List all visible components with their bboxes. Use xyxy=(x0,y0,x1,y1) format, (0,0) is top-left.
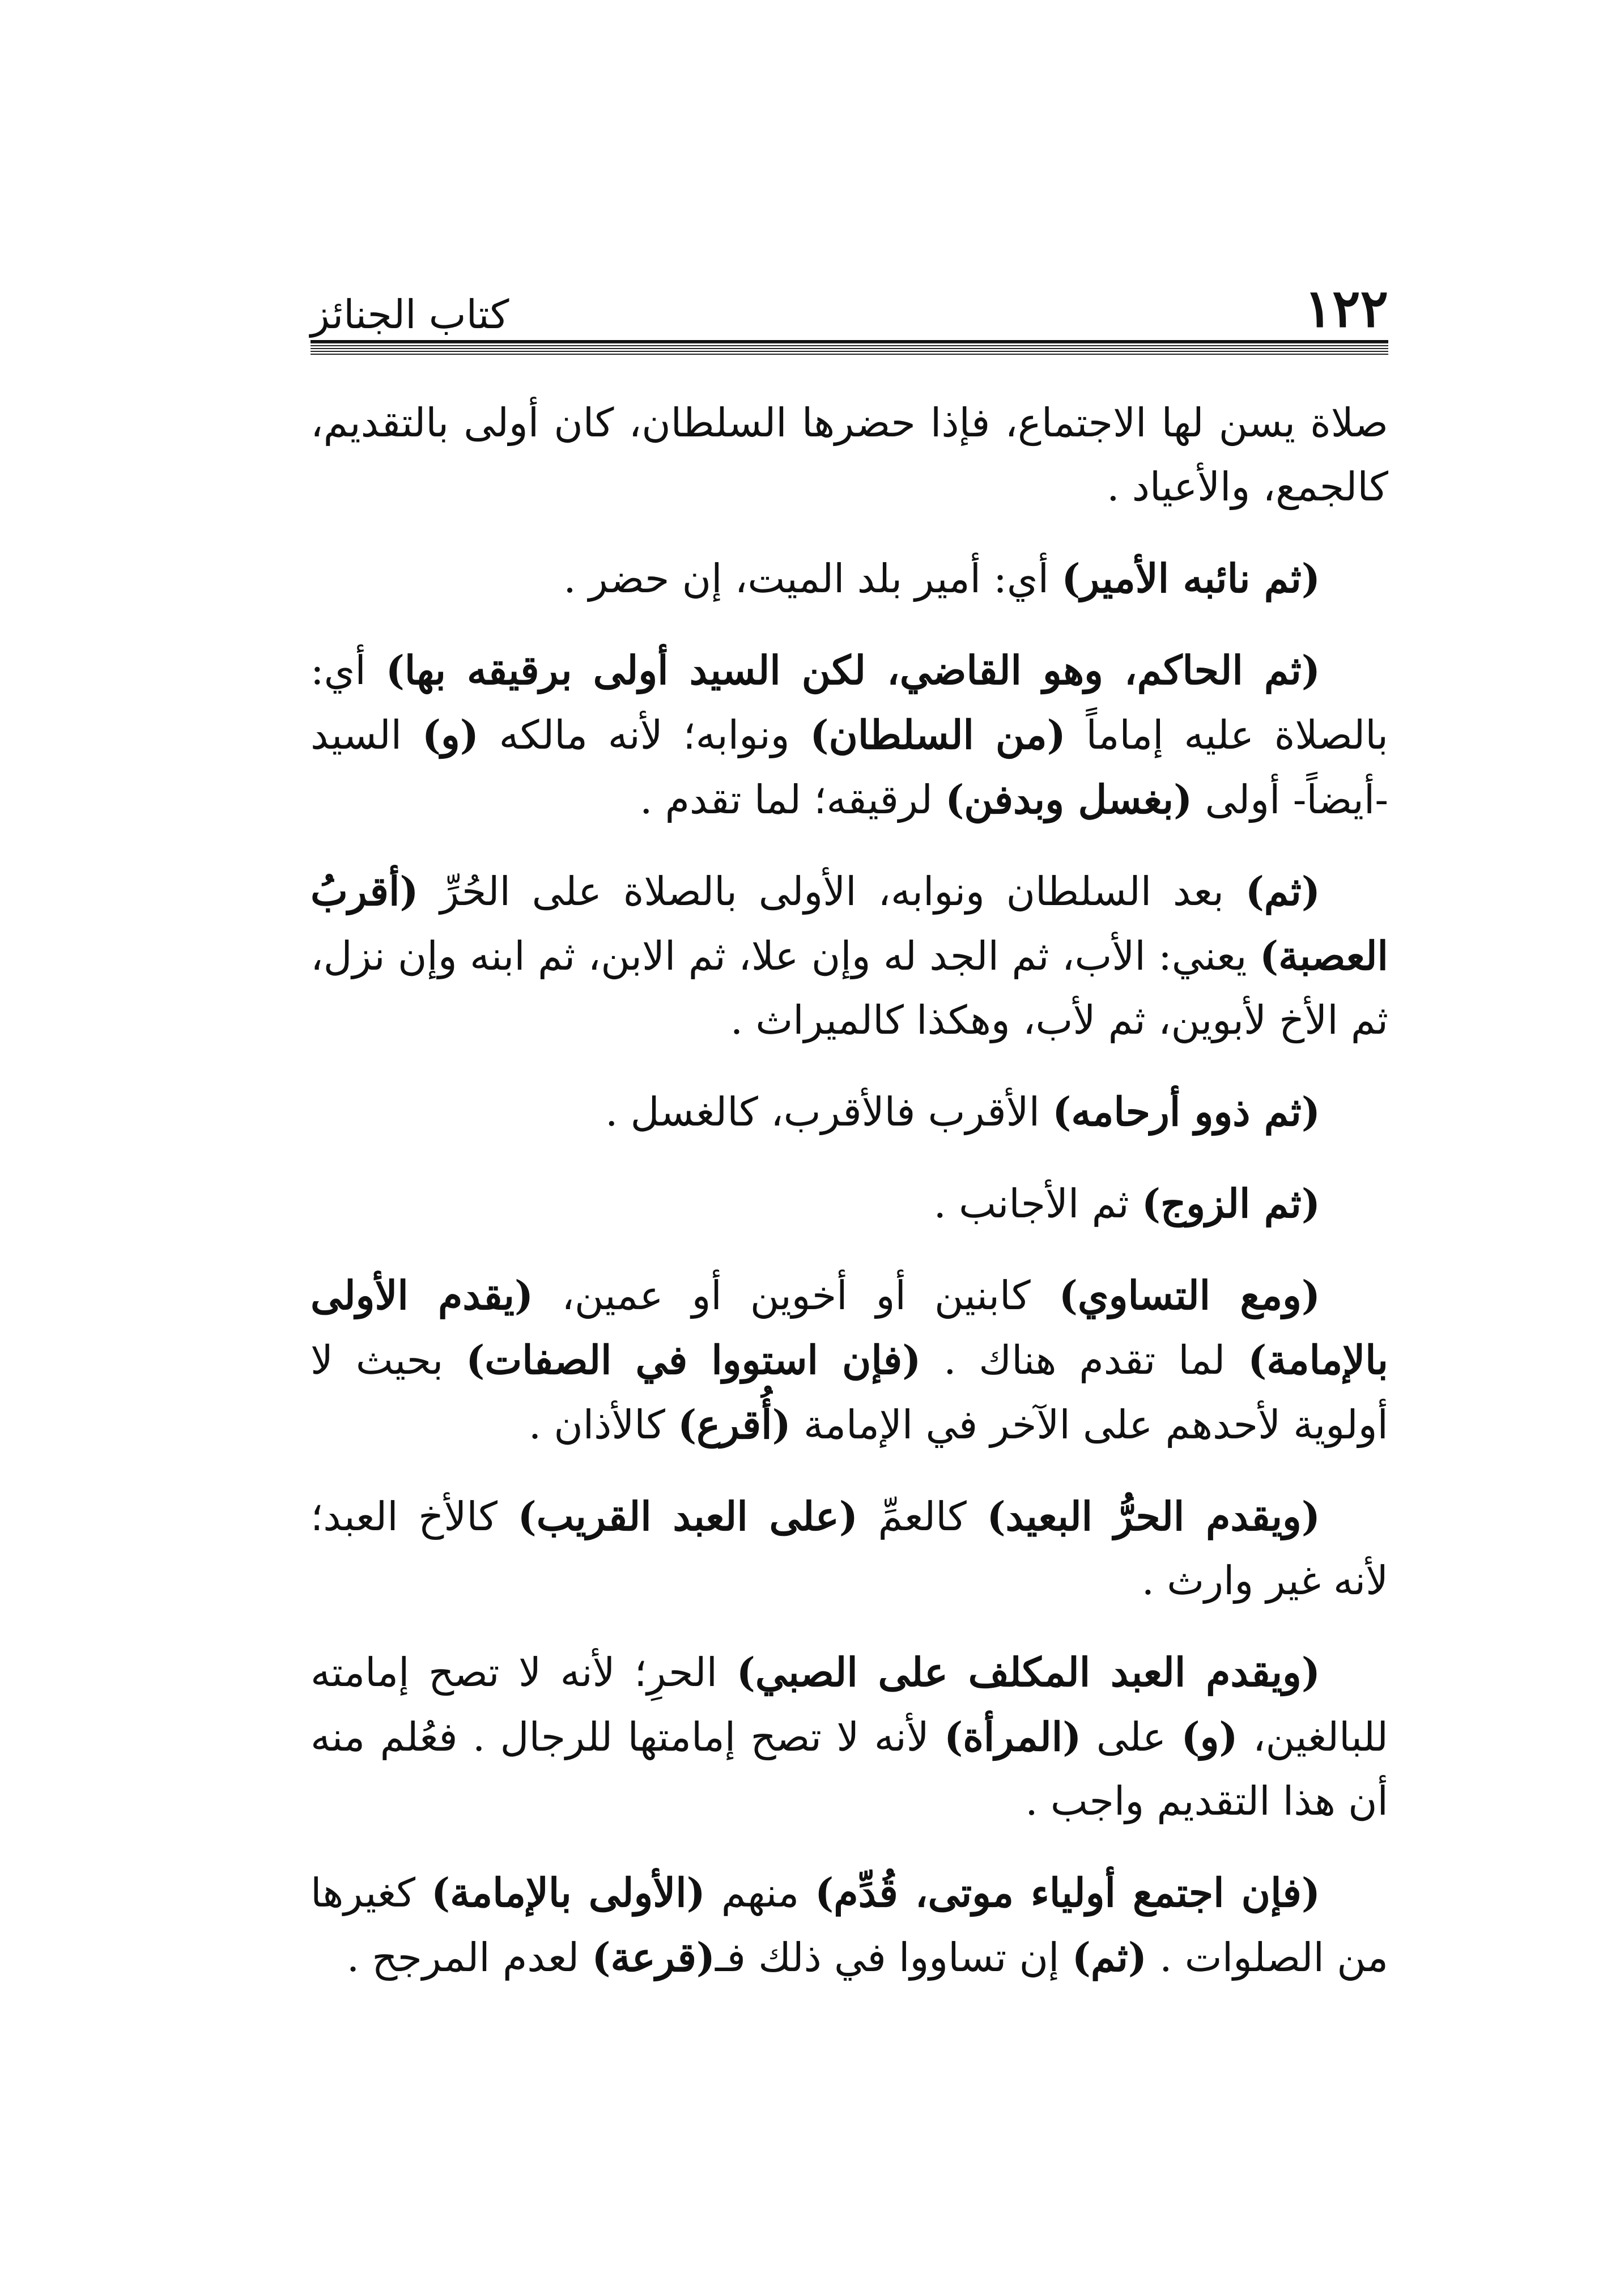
page-number: ١٢٢ xyxy=(1304,278,1388,339)
matn-text: (ثم ذوو أرحامه) xyxy=(1052,1088,1320,1135)
commentary-text: الحرِ؛ لأنه لا تصح إمامته للبالغين، xyxy=(311,1649,1388,1760)
matn-text: (من السلطان) xyxy=(810,711,1066,758)
matn-text: (و) xyxy=(1181,1713,1238,1760)
commentary-text: ونوابه؛ لأنه مالكه xyxy=(478,712,810,758)
matn-text: (ثم نائبه الأمير) xyxy=(1061,555,1320,602)
matn-text: (أُقرع) xyxy=(678,1401,791,1448)
commentary-text: منهم xyxy=(705,1870,815,1916)
matn-text: (ومع التساوي) xyxy=(1058,1272,1321,1319)
matn-text: (فإن اجتمع أولياء موتى، قُدِّم) xyxy=(815,1869,1320,1916)
matn-text: (يقدم الأولى بالإمامة) xyxy=(311,1272,1388,1383)
commentary-text: على xyxy=(1081,1714,1181,1760)
matn-text: (ثم الحاكم، وهو القاضي، لكن السيد أولى برقيقه بها) xyxy=(385,647,1321,694)
paragraph xyxy=(311,1640,1388,1833)
commentary-text: كالأخ العبد؛ لأنه غير وارث . xyxy=(311,1493,1388,1604)
paragraph xyxy=(311,1080,1388,1144)
commentary-text: بعد السلطان ونوابه، الأولى بالصلاة على الحُرِّ xyxy=(418,868,1245,915)
commentary-text: كالأذان . xyxy=(528,1402,678,1448)
commentary-text: لأنه لا تصح إمامتها للرجال . فعُلم منه أن هذا التقديم واجب . xyxy=(311,1714,1388,1824)
commentary-text: لرقيقه؛ لما تقدم . xyxy=(640,776,946,823)
paragraph xyxy=(311,638,1388,832)
commentary-text: لما تقدم هناك . xyxy=(921,1337,1248,1383)
matn-text: (ويقدم العبد المكلف على الصبي) xyxy=(736,1649,1320,1696)
commentary-text: بحيث لا أولوية لأحدهم على الآخر في الإمامة xyxy=(311,1337,1388,1448)
matn-text: (ثم الزوج) xyxy=(1141,1180,1320,1227)
matn-text: (المرأة) xyxy=(944,1713,1082,1760)
commentary-text: كغيرها من الصلوات . xyxy=(311,1870,1388,1981)
paragraph xyxy=(311,859,1388,1052)
commentary-text: لعدم المرجح . xyxy=(346,1934,592,1981)
commentary-text: كالعمِّ xyxy=(857,1493,987,1540)
paragraph xyxy=(311,1861,1388,1990)
matn-text: (قرعة) xyxy=(592,1934,716,1981)
commentary-text: ثم الأجانب . xyxy=(933,1181,1142,1227)
header-rule-hatched xyxy=(311,342,1388,356)
commentary-text: إن تساووا في ذلك فـ xyxy=(715,1934,1072,1981)
matn-text: (ثم) xyxy=(1245,868,1320,915)
body-text xyxy=(311,391,1388,1990)
commentary-text: السيد -أيضاً- أولى xyxy=(311,712,1388,823)
paragraph xyxy=(311,1484,1388,1613)
commentary-text: أي: بالصلاة عليه إماماً xyxy=(311,647,1389,758)
commentary-text: يعني: الأب، ثم الجد له وإن علا، ثم الابن، ثم ابنه وإن نزل، ثم الأخ لأبوين، ثم لأب، وهكذا كالميراث . xyxy=(311,933,1388,1043)
matn-text: (بغسل وبدفن) xyxy=(945,776,1193,823)
matn-text: (على العبد القريب) xyxy=(517,1493,858,1540)
commentary-text: صلاة يسن لها الاجتماع، فإذا حضرها السلطان، كان أولى بالتقديم، كالجمع، والأعياد . xyxy=(311,400,1388,510)
commentary-text: الأقرب فالأقرب، كالغسل . xyxy=(605,1089,1053,1135)
running-head xyxy=(311,266,1388,339)
matn-text: (الأولى بالإمامة) xyxy=(431,1869,705,1916)
matn-text: (ثم) xyxy=(1072,1934,1147,1981)
paragraph xyxy=(311,1263,1388,1457)
book-title: كتاب الجنائز xyxy=(311,291,509,338)
paragraph xyxy=(311,1171,1388,1236)
matn-text: (ويقدم الحرُّ البعيد) xyxy=(987,1493,1320,1540)
paragraph xyxy=(311,391,1388,519)
commentary-text: أي: أمير بلد الميت، إن حضر . xyxy=(563,555,1062,602)
matn-text: (و) xyxy=(422,711,479,758)
commentary-text: كابنين أو أخوين أو عمين، xyxy=(533,1272,1059,1319)
matn-text: (أقربُ العصبة) xyxy=(311,868,1388,979)
paragraph xyxy=(311,546,1388,611)
matn-text: (فإن استووا في الصفات) xyxy=(466,1336,921,1383)
